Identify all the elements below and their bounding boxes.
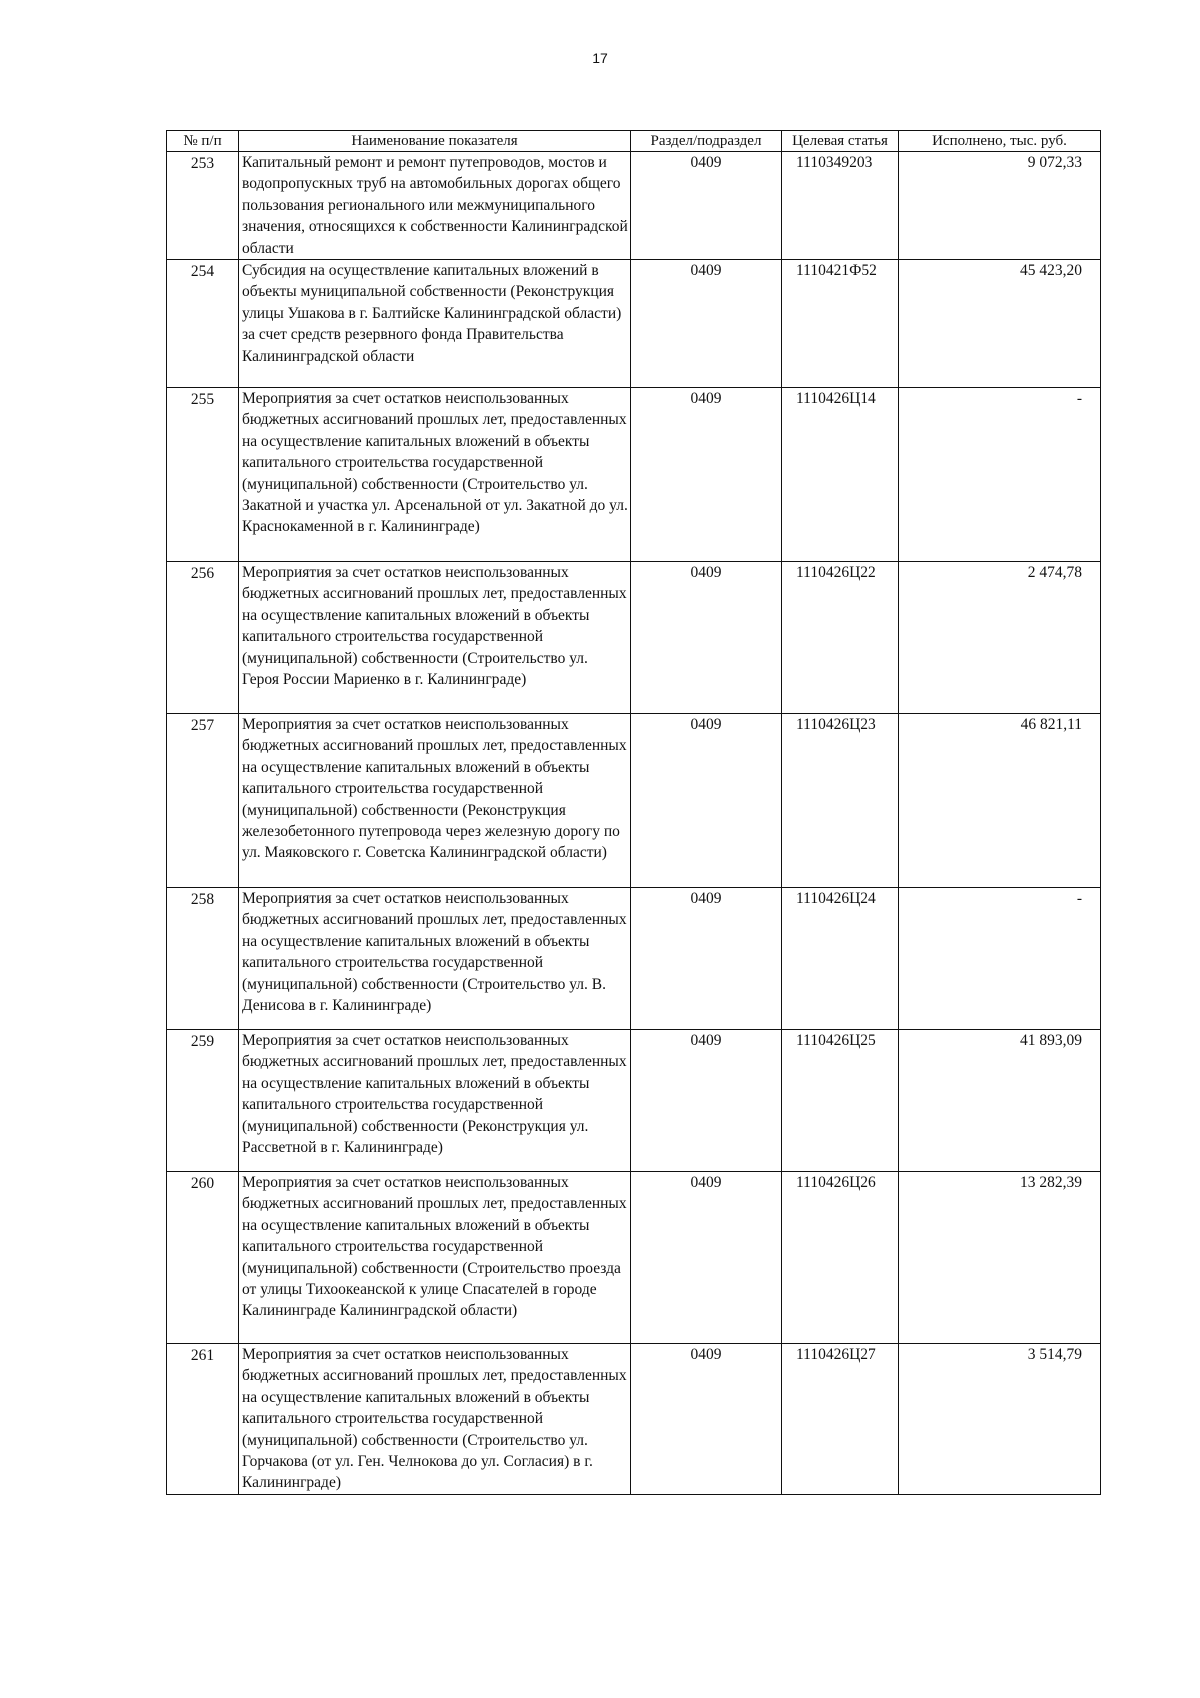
row-number: 256	[167, 562, 239, 714]
row-name: Мероприятия за счет остатков неиспользованных бюджетных ассигнований прошлых лет, предоставленных на осуществление капитальных вложений в объекты капитального строительства государственной (муниципальной) собственности (Строительство проезда от улицы Тихоокеанской к улице Спасателей в городе Калининграде Калининградской области)	[239, 1172, 631, 1344]
row-name: Мероприятия за счет остатков неиспользованных бюджетных ассигнований прошлых лет, предоставленных на осуществление капитальных вложений в объекты капитального строительства государственной (муниципальной) собственности (Строительство ул. Горчакова (от ул. Ген. Челнокова до ул. Согласия) в г. Калининграде)	[239, 1344, 631, 1495]
table-row	[167, 562, 1101, 714]
row-executed-value: 3 514,79	[899, 1344, 1101, 1495]
row-number: 257	[167, 714, 239, 888]
row-number: 260	[167, 1172, 239, 1344]
row-section: 0409	[631, 260, 782, 388]
row-section: 0409	[631, 562, 782, 714]
row-executed-value: 13 282,39	[899, 1172, 1101, 1344]
row-section: 0409	[631, 152, 782, 260]
table-header-row	[167, 131, 1101, 152]
row-name: Мероприятия за счет остатков неиспользованных бюджетных ассигнований прошлых лет, предоставленных на осуществление капитальных вложений в объекты капитального строительства государственной (муниципальной) собственности (Реконструкция ул. Рассветной в г. Калининграде)	[239, 1030, 631, 1172]
row-executed-value: 46 821,11	[899, 714, 1101, 888]
row-target-article: 1110426Ц24	[782, 888, 899, 1030]
row-section: 0409	[631, 1172, 782, 1344]
table-row	[167, 1030, 1101, 1172]
row-number: 253	[167, 152, 239, 260]
header-name: Наименование показателя	[239, 131, 631, 152]
table-row	[167, 388, 1101, 562]
header-executed: Исполнено, тыс. руб.	[899, 131, 1101, 152]
table-row	[167, 260, 1101, 388]
row-name: Капитальный ремонт и ремонт путепроводов, мостов и водопропускных труб на автомобильных дорогах общего пользования регионального или межмуниципального значения, относящихся к собственности Калининградской области	[239, 152, 631, 260]
row-executed-value: -	[899, 888, 1101, 1030]
row-executed-value: 9 072,33	[899, 152, 1101, 260]
row-section: 0409	[631, 1030, 782, 1172]
row-number: 254	[167, 260, 239, 388]
row-target-article: 1110426Ц25	[782, 1030, 899, 1172]
table-row	[167, 888, 1101, 1030]
table-row	[167, 714, 1101, 888]
page-number: 17	[592, 50, 608, 66]
row-target-article: 1110349203	[782, 152, 899, 260]
header-number: № п/п	[167, 131, 239, 152]
row-executed-value: 2 474,78	[899, 562, 1101, 714]
row-target-article: 1110426Ц23	[782, 714, 899, 888]
row-number: 259	[167, 1030, 239, 1172]
row-name: Субсидия на осуществление капитальных вложений в объекты муниципальной собственности (Реконструкция улицы Ушакова в г. Балтийске Калининградской области) за счет средств резервного фонда Правительства Калининградской области	[239, 260, 631, 388]
row-section: 0409	[631, 888, 782, 1030]
row-name: Мероприятия за счет остатков неиспользованных бюджетных ассигнований прошлых лет, предоставленных на осуществление капитальных вложений в объекты капитального строительства государственной (муниципальной) собственности (Строительство ул. Закатной и участка ул. Арсенальной от ул. Закатной до ул. Краснокаменной в г. Калининграде)	[239, 388, 631, 562]
table-row	[167, 1172, 1101, 1344]
row-name: Мероприятия за счет остатков неиспользованных бюджетных ассигнований прошлых лет, предоставленных на осуществление капитальных вложений в объекты капитального строительства государственной (муниципальной) собственности (Строительство ул. В. Денисова в г. Калининграде)	[239, 888, 631, 1030]
row-target-article: 1110426Ц14	[782, 388, 899, 562]
table-row	[167, 152, 1101, 260]
header-target-article: Целевая статья	[782, 131, 899, 152]
row-target-article: 1110421Ф52	[782, 260, 899, 388]
row-executed-value: -	[899, 388, 1101, 562]
row-target-article: 1110426Ц22	[782, 562, 899, 714]
row-number: 255	[167, 388, 239, 562]
row-section: 0409	[631, 714, 782, 888]
row-executed-value: 45 423,20	[899, 260, 1101, 388]
row-section: 0409	[631, 388, 782, 562]
row-number: 261	[167, 1344, 239, 1495]
row-name: Мероприятия за счет остатков неиспользованных бюджетных ассигнований прошлых лет, предоставленных на осуществление капитальных вложений в объекты капитального строительства государственной (муниципальной) собственности (Строительство ул. Героя России Мариенко в г. Калининграде)	[239, 562, 631, 714]
table-row	[167, 1344, 1101, 1495]
row-target-article: 1110426Ц27	[782, 1344, 899, 1495]
row-section: 0409	[631, 1344, 782, 1495]
budget-execution-table	[166, 130, 1101, 1495]
row-executed-value: 41 893,09	[899, 1030, 1101, 1172]
row-name: Мероприятия за счет остатков неиспользованных бюджетных ассигнований прошлых лет, предоставленных на осуществление капитальных вложений в объекты капитального строительства государственной (муниципальной) собственности (Реконструкция железобетонного путепровода через железную дорогу по ул. Маяковского г. Советска Калининградской области)	[239, 714, 631, 888]
row-target-article: 1110426Ц26	[782, 1172, 899, 1344]
header-section: Раздел/подраздел	[631, 131, 782, 152]
row-number: 258	[167, 888, 239, 1030]
